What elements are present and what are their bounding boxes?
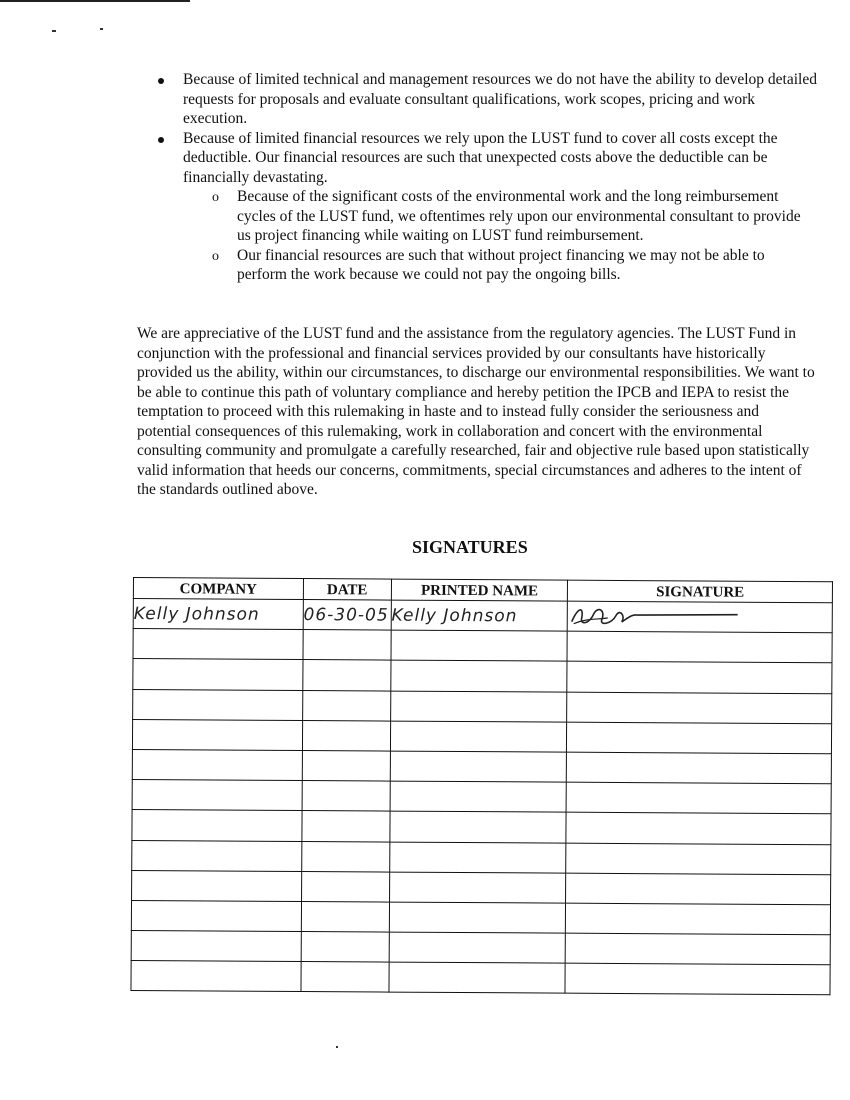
date-cell[interactable]	[303, 660, 391, 691]
printed-name-cell[interactable]	[390, 781, 567, 812]
bullet-item	[158, 129, 818, 188]
table-row	[132, 810, 831, 844]
bullet-text: Because of limited financial resources we rely upon the LUST fund to cover all costs except the deductible. Our financial resources are such that unexpected costs above the deductible can be financially devastating.	[183, 129, 778, 186]
signature-cell[interactable]	[566, 873, 831, 905]
company-cell[interactable]: Kelly Johnson	[133, 599, 303, 630]
table-row	[131, 900, 830, 934]
company-cell[interactable]	[133, 659, 303, 690]
table-row	[132, 870, 831, 904]
printed-name-cell[interactable]	[391, 630, 568, 661]
table-row	[133, 659, 832, 693]
signature-cell[interactable]	[566, 812, 831, 844]
sub-bullet-text: Because of the significant costs of the environmental work and the long reimbursement cycles of the LUST fund, we oftentimes rely upon our environmental consultant to provide us project financing while waiting on LUST fund reimbursement.	[237, 188, 801, 244]
table-row	[132, 840, 831, 874]
date-cell[interactable]	[302, 720, 390, 751]
signature-cell[interactable]	[567, 692, 832, 724]
scan-edge-line	[0, 0, 190, 2]
printed-name-cell[interactable]	[389, 932, 566, 963]
signature-cell[interactable]	[566, 933, 831, 965]
date-cell[interactable]	[302, 781, 390, 812]
printed-name-cell[interactable]	[391, 660, 568, 691]
column-header-printed-name: PRINTED NAME	[391, 579, 568, 601]
date-cell[interactable]	[302, 750, 390, 781]
column-header-signature: SIGNATURE	[568, 580, 833, 603]
signature-cell[interactable]	[567, 782, 832, 814]
table-row	[132, 749, 831, 783]
company-cell[interactable]	[132, 749, 302, 780]
table-row	[133, 689, 832, 723]
table-row	[131, 961, 830, 995]
table-row	[133, 629, 832, 663]
company-cell[interactable]	[132, 870, 302, 901]
printed-name-cell[interactable]	[390, 721, 567, 752]
signature-cell[interactable]	[566, 903, 831, 935]
printed-name-cell[interactable]	[389, 962, 566, 993]
bullet-dot-icon	[158, 137, 164, 143]
bullet-item	[158, 70, 818, 129]
date-cell[interactable]	[301, 901, 389, 932]
sub-bullet-item	[212, 246, 818, 285]
signature-cell[interactable]	[565, 963, 830, 995]
company-cell[interactable]	[131, 900, 301, 931]
signature-table	[130, 577, 833, 996]
signatures-heading: SIGNATURES	[412, 537, 528, 557]
date-cell[interactable]	[301, 932, 389, 963]
company-cell[interactable]	[132, 719, 302, 750]
signature-cell[interactable]	[567, 631, 832, 663]
scan-speck	[52, 30, 56, 32]
date-cell[interactable]	[302, 811, 390, 842]
printed-name-cell[interactable]: Kelly Johnson	[391, 600, 568, 631]
printed-name-cell[interactable]	[389, 872, 566, 903]
company-cell[interactable]	[133, 689, 303, 720]
table-row	[132, 780, 831, 814]
date-cell[interactable]	[302, 690, 390, 721]
company-cell[interactable]	[132, 780, 302, 811]
date-cell[interactable]	[301, 841, 389, 872]
printed-name-cell[interactable]	[389, 902, 566, 933]
scan-speck	[100, 28, 103, 30]
table-row	[133, 599, 832, 633]
body-paragraph: We are appreciative of the LUST fund and the assistance from the regulatory agencies. The LUST Fund in conjunction with the professional and financial services provided by our consultants have historically provided us the ability, within our circumstances, to discharge our environmental responsibilities. We want to be able to continue this path of voluntary compliance and hereby petition the IPCB and IEPA to resist the temptation to proceed with this rulemaking in haste and to instead fully consider the seriousness and potential consequences of this rulemaking, work in collaboration and concert with the environmental consulting community and promulgate a carefully researched, fair and objective rule based upon statistically valid information that heeds our concerns, commitments, special circumstances and adheres to the intent of the standards outlined above.	[137, 325, 815, 498]
bullet-dot-icon	[158, 78, 164, 84]
printed-name-cell[interactable]	[389, 842, 566, 873]
company-cell[interactable]	[133, 629, 303, 660]
scan-speck	[336, 1046, 338, 1048]
table-row	[131, 931, 830, 965]
printed-name-cell[interactable]	[390, 811, 567, 842]
date-cell[interactable]	[301, 871, 389, 902]
signature-cell[interactable]	[568, 601, 833, 633]
date-cell[interactable]	[303, 630, 391, 661]
sub-bullet-text: Our financial resources are such that without project financing we may not be able to perform the work because we could not pay the ongoing bills.	[237, 246, 765, 283]
signature-cell[interactable]	[567, 722, 832, 754]
company-cell[interactable]	[131, 961, 301, 992]
sub-bullet-marker: o	[212, 248, 219, 264]
date-cell[interactable]	[301, 962, 389, 993]
signature-cell[interactable]	[567, 752, 832, 784]
column-header-company: COMPANY	[133, 578, 303, 600]
company-cell[interactable]	[132, 840, 302, 871]
sub-bullet-marker: o	[212, 190, 219, 205]
column-header-date: DATE	[303, 579, 391, 601]
signature-cell[interactable]	[566, 843, 831, 875]
handwritten-signature-icon	[568, 603, 738, 630]
bullet-text: Because of limited technical and management resources we do not have the ability to develop detailed requests for proposals and evaluate consultant qualifications, work scopes, pricing and work execution.	[183, 71, 817, 127]
company-cell[interactable]	[132, 810, 302, 841]
signature-cell[interactable]	[567, 662, 832, 694]
printed-name-cell[interactable]	[390, 691, 567, 722]
date-cell[interactable]: 06-30-05	[303, 600, 391, 631]
company-cell[interactable]	[131, 931, 301, 962]
sub-bullet-item	[212, 187, 818, 246]
printed-name-cell[interactable]	[390, 751, 567, 782]
bullet-list	[158, 70, 818, 285]
table-row	[132, 719, 831, 753]
